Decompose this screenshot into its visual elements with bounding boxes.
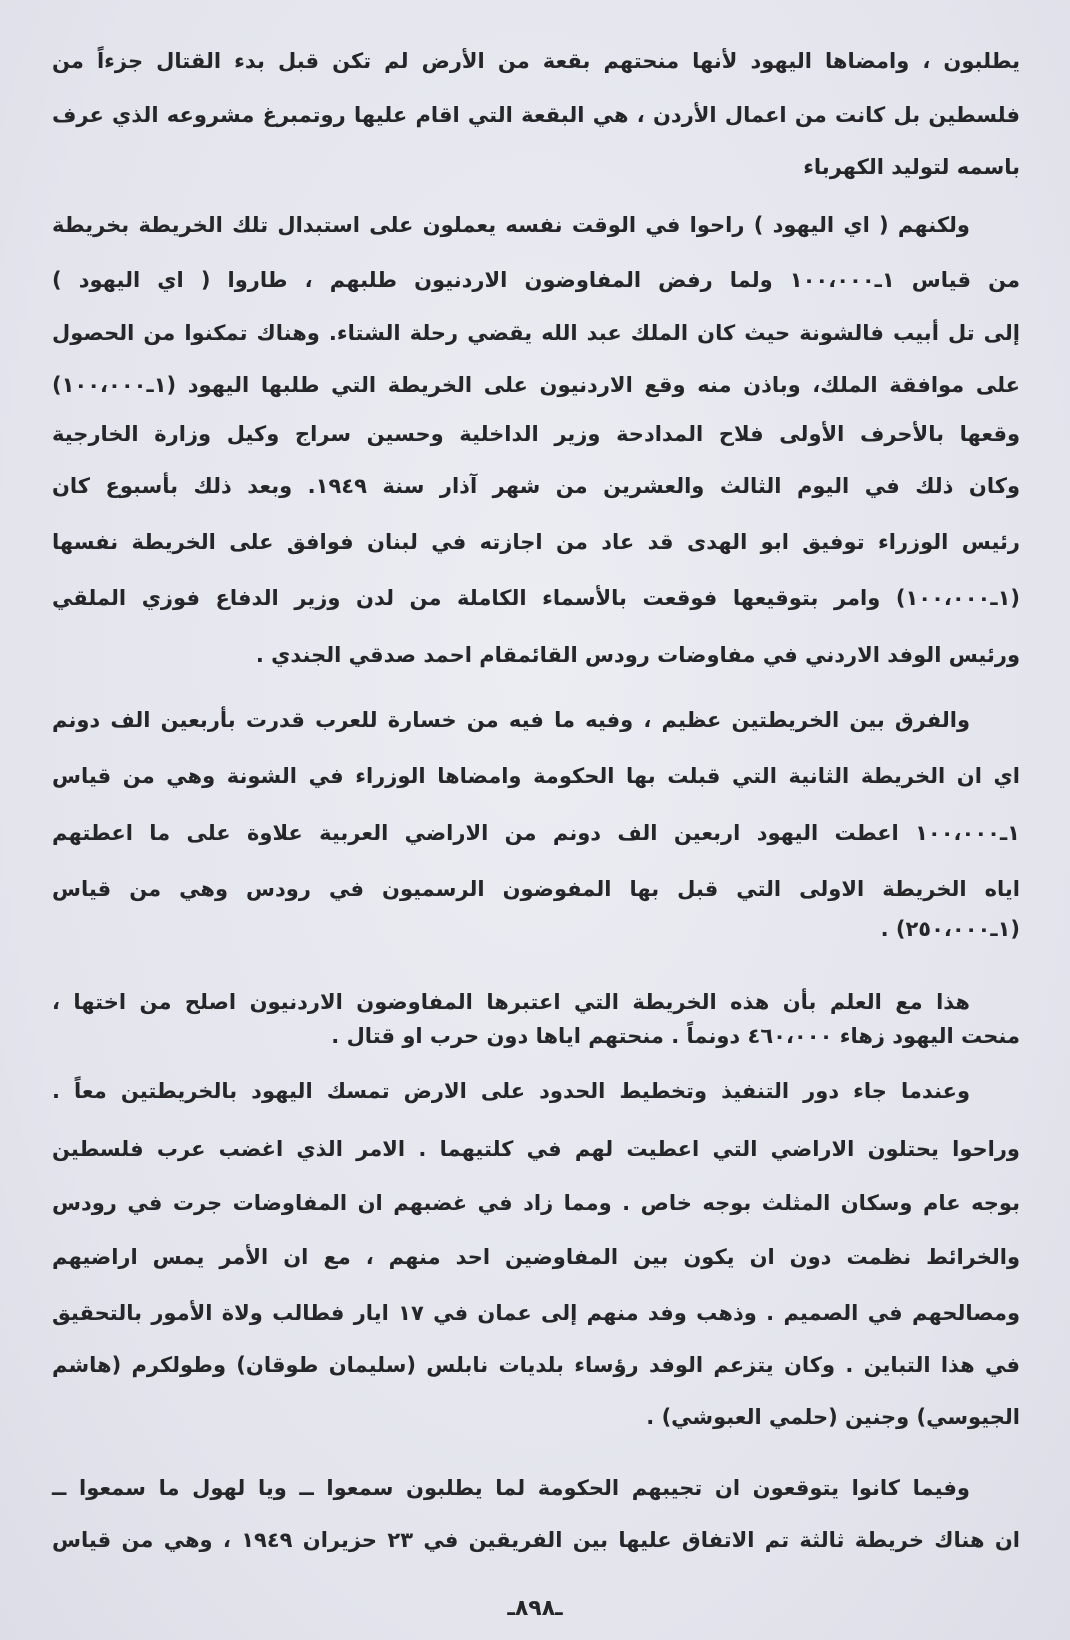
text-line: الجيوسي) وجنين (حلمي العبوشي) . bbox=[646, 1405, 1020, 1429]
paragraph-start-line: وعندما جاء دور التنفيذ وتخطيط الحدود على الارض تمسك اليهود بالخريطتين معاً . bbox=[52, 1079, 970, 1103]
text-line: (١ـ٢٥٠،٠٠٠) . bbox=[880, 917, 1020, 941]
text-line: وكان ذلك في اليوم الثالث والعشرين من شهر آذار سنة ١٩٤٩. وبعد ذلك بأسبوع كان bbox=[52, 474, 1020, 498]
text-line: على موافقة الملك، وباذن منه وقع الاردنيون على الخريطة التي طلبها اليهود (١ـ١٠٠،٠٠٠) bbox=[52, 373, 1020, 397]
paragraph-start-line: هذا مع العلم بأن هذه الخريطة التي اعتبرها المفاوضون الاردنيون اصلح من اختها ، bbox=[52, 990, 970, 1014]
text-line: باسمه لتوليد الكهرباء bbox=[803, 155, 1020, 179]
paragraph-start-line: والفرق بين الخريطتين عظيم ، وفيه ما فيه من خسارة للعرب قدرت بأربعين الف دونم bbox=[52, 708, 970, 732]
text-line: وراحوا يحتلون الاراضي التي اعطيت لهم في كلتيهما . الامر الذي اغضب عرب فلسطين bbox=[52, 1137, 1020, 1161]
page-number: ـ٨٩٨ـ bbox=[507, 1596, 563, 1621]
text-line: اي ان الخريطة الثانية التي قبلت بها الحكومة وامضاها الوزراء في الشونة وهي من قياس bbox=[52, 764, 1020, 788]
text-line: ان هناك خريطة ثالثة تم الاتفاق عليها بين الفريقين في ٢٣ حزيران ١٩٤٩ ، وهي من قياس bbox=[52, 1528, 1020, 1552]
text-line: فلسطين بل كانت من اعمال الأردن ، هي البقعة التي اقام عليها روتمبرغ مشروعه الذي عرف bbox=[52, 103, 1020, 127]
paragraph-start-line: ولكنهم ( اي اليهود ) راحوا في الوقت نفسه يعملون على استبدال تلك الخريطة بخريطة bbox=[52, 213, 970, 237]
text-line: (١ـ١٠٠،٠٠٠) وامر بتوقيعها فوقعت بالأسماء الكاملة من لدن وزير الدفاع فوزي الملقي bbox=[52, 586, 1020, 610]
text-line: ١ـ١٠٠،٠٠٠ اعطت اليهود اربعين الف دونم من الاراضي العربية علاوة على ما اعطتهم bbox=[52, 821, 1020, 845]
text-line: ومصالحهم في الصميم . وذهب وفد منهم إلى عمان في ١٧ ايار فطالب ولاة الأمور بالتحقيق bbox=[52, 1301, 1021, 1325]
text-line: ورئيس الوفد الاردني في مفاوضات رودس القائمقام احمد صدقي الجندي . bbox=[255, 643, 1020, 667]
text-line: منحت اليهود زهاء ٤٦٠،٠٠٠ دونماً . منحتهم اياها دون حرب او قتال . bbox=[331, 1024, 1020, 1048]
text-line: إلى تل أبيب فالشونة حيث كان الملك عبد الله يقضي رحلة الشتاء. وهناك تمكنوا من الحصول bbox=[52, 321, 1020, 345]
text-line: بوجه عام وسكان المثلث بوجه خاص . ومما زاد في غضبهم ان المفاوضات جرت في رودس bbox=[52, 1191, 1020, 1215]
text-line: من قياس ١ـ١٠٠،٠٠٠ ولما رفض المفاوضون الاردنيون طلبهم ، طاروا ( اي اليهود ) bbox=[52, 268, 1020, 292]
text-line: يطلبون ، وامضاها اليهود لأنها منحتهم بقعة من الأرض لم تكن قبل بدء القتال جزءاً من bbox=[52, 49, 1020, 73]
text-line: والخرائط نظمت دون ان يكون بين المفاوضين احد منهم ، مع ان الأمر يمس اراضيهم bbox=[52, 1245, 1020, 1269]
text-line: وقعها بالأحرف الأولى فلاح المدادحة وزير الداخلية وحسين سراج وكيل وزارة الخارجية bbox=[52, 422, 1020, 446]
text-line: رئيس الوزراء توفيق ابو الهدى قد عاد من اجازته في لبنان فوافق على الخريطة نفسها bbox=[52, 530, 1020, 554]
paragraph-start-line: وفيما كانوا يتوقعون ان تجيبهم الحكومة لما يطلبون سمعوا ــ ويا لهول ما سمعوا ــ bbox=[52, 1476, 970, 1500]
text-line: في هذا التباين . وكان يتزعم الوفد رؤساء بلديات نابلس (سليمان طوقان) وطولكرم (هاشم bbox=[52, 1353, 1020, 1377]
text-line: اياه الخريطة الاولى التي قبل بها المفوضون الرسميون في رودس وهي من قياس bbox=[52, 877, 1020, 901]
